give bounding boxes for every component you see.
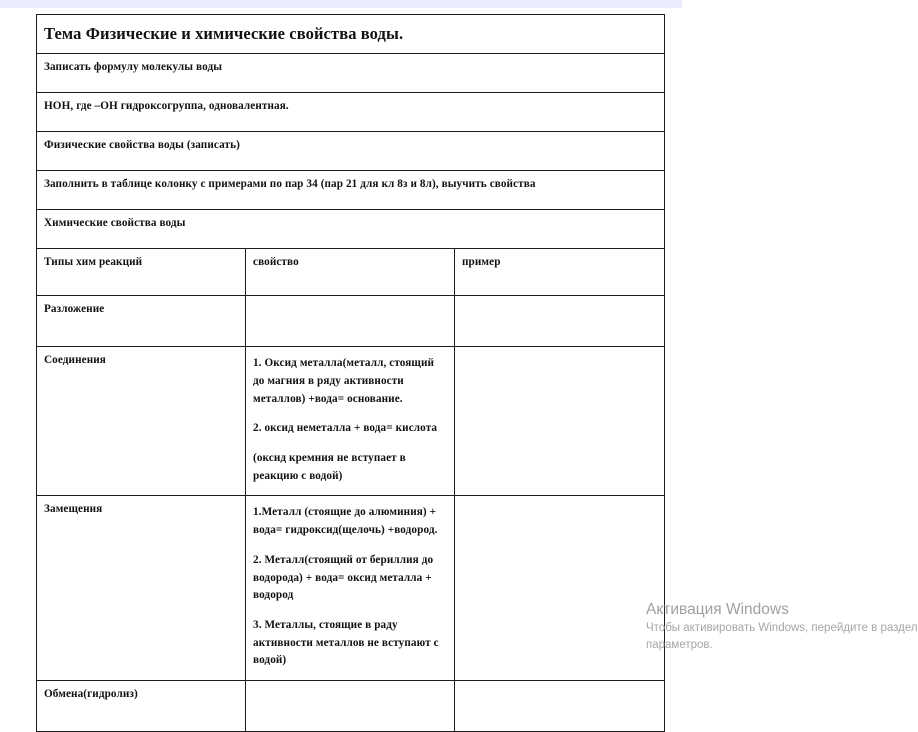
task-text-physical-properties: Физические свойства воды (записать) bbox=[37, 132, 665, 171]
property-paragraph: 2. Металл(стоящий от бериллия до водорода) + вода= оксид металла + водород bbox=[253, 553, 434, 602]
table-row bbox=[37, 496, 665, 681]
activation-watermark-title: Активация Windows bbox=[646, 601, 789, 618]
reaction-example-cell bbox=[455, 680, 665, 731]
table-row-title bbox=[37, 15, 665, 54]
task-text-hoh-formula: HOH, где –ОН гидроксогруппа, одновалентная. bbox=[37, 93, 665, 132]
table-row bbox=[37, 296, 665, 347]
table-row-task-2 bbox=[37, 93, 665, 132]
reaction-property-cell bbox=[246, 496, 455, 681]
document-page bbox=[0, 8, 918, 700]
reaction-example-cell bbox=[455, 347, 665, 496]
reaction-example-cell bbox=[455, 296, 665, 347]
lesson-notes-table bbox=[36, 14, 665, 732]
reaction-type-label: Разложение bbox=[37, 296, 246, 347]
windows-activation-watermark bbox=[646, 600, 918, 654]
table-row-header bbox=[37, 249, 665, 296]
column-header-property: свойство bbox=[246, 249, 455, 296]
activation-watermark-subtitle-line1: Чтобы активировать Windows, перейдите в раздел bbox=[646, 622, 918, 634]
column-header-reaction-type: Типы хим реакций bbox=[37, 249, 246, 296]
task-text-write-formula: Записать формулу молекулы воды bbox=[37, 54, 665, 93]
property-paragraph: 1.Металл (стоящие до алюминия) + вода= гидроксид(щелочь) +водород. bbox=[253, 506, 438, 537]
reaction-property-cell bbox=[246, 680, 455, 731]
reaction-property-cell bbox=[246, 347, 455, 496]
reaction-type-label: Соединения bbox=[37, 347, 246, 496]
property-paragraph: 3. Металлы, стоящие в раду активности металлов не вступают с водой) bbox=[253, 618, 439, 667]
property-paragraph: 1. Оксид металла(металл, стоящий до магния в ряду активности металлов) +вода= основание. bbox=[253, 357, 435, 405]
reaction-type-label: Замещения bbox=[37, 496, 246, 681]
property-paragraph: (оксид кремния не вступает в реакцию с водой) bbox=[253, 452, 406, 482]
table-row-task-4 bbox=[37, 171, 665, 210]
property-paragraph: 2. оксид неметалла + вода= кислота bbox=[253, 422, 438, 435]
task-text-homework-assignment: Заполнить в таблице колонку с примерами по пар 34 (пар 21 для кл 8з и 8л), выучить свойства bbox=[37, 171, 665, 210]
reaction-property-cell bbox=[246, 296, 455, 347]
top-accent-strip bbox=[0, 0, 682, 8]
task-text-chemical-properties: Химические свойства воды bbox=[37, 210, 665, 249]
table-row bbox=[37, 680, 665, 731]
document-title: Тема Физические и химические свойства воды. bbox=[37, 15, 665, 54]
activation-watermark-subtitle-line2: параметров. bbox=[646, 639, 713, 651]
column-header-example: пример bbox=[455, 249, 665, 296]
reaction-example-cell bbox=[455, 496, 665, 681]
table-row-task-5 bbox=[37, 210, 665, 249]
table-row-task-1 bbox=[37, 54, 665, 93]
table-row-task-3 bbox=[37, 132, 665, 171]
table-row bbox=[37, 347, 665, 496]
reaction-type-label: Обмена(гидролиз) bbox=[37, 680, 246, 731]
